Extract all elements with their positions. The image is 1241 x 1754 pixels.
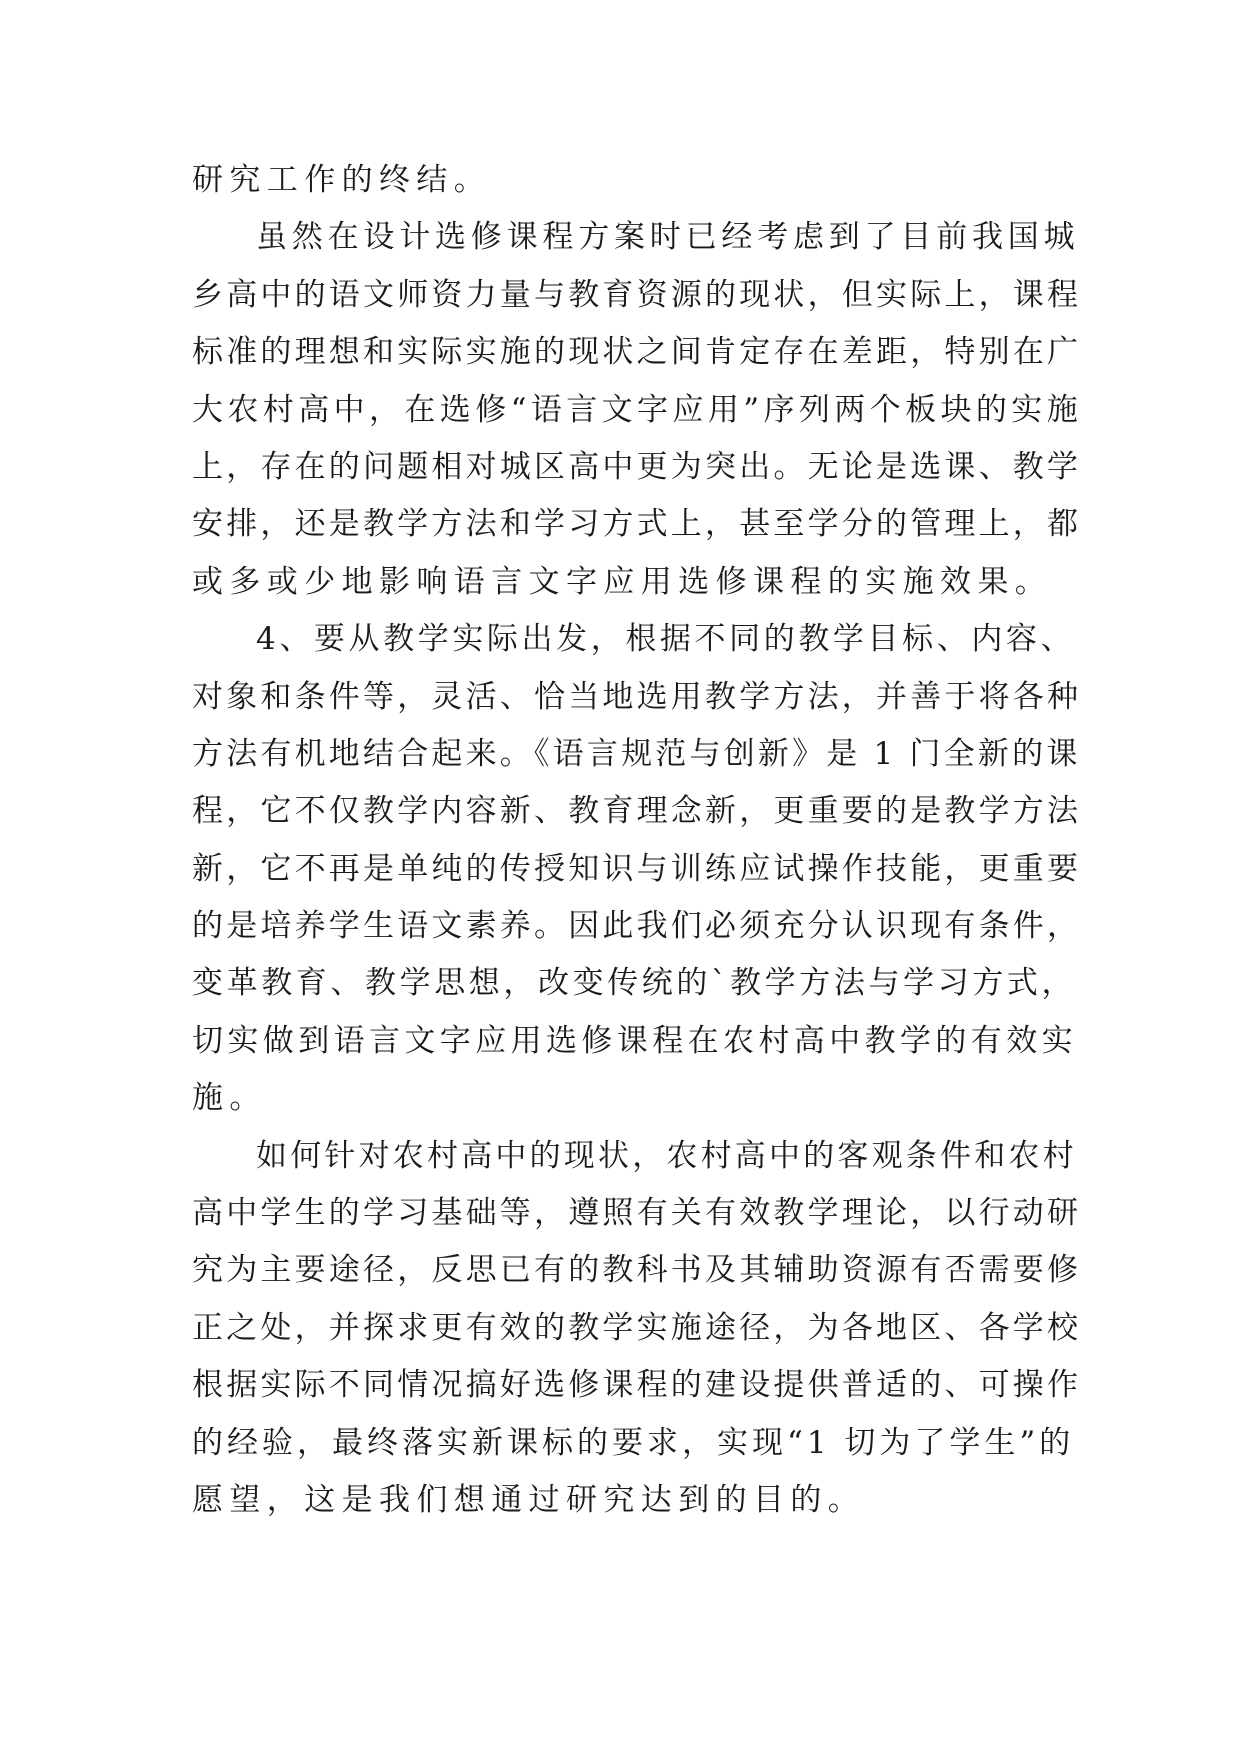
text-line: 方法有机地结合起来。《语言规范与创新》是 1 门全新的课 — [192, 735, 1081, 772]
paragraph-start-line: 虽然在设计选修课程方案时已经考虑到了目前我国城 — [256, 219, 1080, 256]
document-body — [192, 152, 1083, 1529]
text-line: 或多或少地影响语言文字应用选修课程的实施效果。 — [192, 563, 1053, 600]
text-line: 变革教育、教学思想，改变传统的`教学方法与学习方式， — [192, 965, 1077, 1002]
text-line: 乡高中的语文师资力量与教育资源的现状，但实际上，课程 — [192, 276, 1082, 313]
text-line: 根据实际不同情况搞好选修课程的建设提供普适的、可操作 — [192, 1367, 1082, 1404]
text-line: 上，存在的问题相对城区高中更为突出。无论是选课、教学 — [192, 448, 1082, 485]
text-line: 施。 — [192, 1080, 267, 1117]
text-line: 程，它不仅教学内容新、教育理念新，更重要的是教学方法 — [192, 793, 1082, 830]
text-line: 研究工作的终结。 — [192, 162, 492, 198]
text-line: 大农村高中，在选修“语言文字应用”序列两个板块的实施 — [192, 391, 1083, 428]
paragraph-start-line: 4、要从教学实际出发，根据不同的教学目标、内容、 — [256, 621, 1076, 658]
text-line: 正之处，并探求更有效的教学实施途径，为各地区、各学校 — [192, 1309, 1082, 1346]
text-line: 高中学生的学习基础等，遵照有关有效教学理论，以行动研 — [192, 1195, 1082, 1232]
text-line: 的经验，最终落实新课标的要求，实现“1 切为了学生”的 — [192, 1424, 1075, 1461]
text-line: 安排，还是教学方法和学习方式上，甚至学分的管理上，都 — [192, 506, 1082, 543]
text-line: 究为主要途径，反思已有的教科书及其辅助资源有否需要修 — [192, 1252, 1082, 1289]
text-line: 对象和条件等，灵活、恰当地选用教学方法，并善于将各种 — [192, 678, 1082, 715]
text-line: 新，它不再是单纯的传授知识与训练应试操作技能，更重要 — [192, 850, 1082, 887]
text-line: 切实做到语言文字应用选修课程在农村高中教学的有效实 — [192, 1022, 1077, 1059]
paragraph-start-line: 如何针对农村高中的现状，农村高中的客观条件和农村 — [256, 1137, 1077, 1174]
text-line: 愿望，这是我们想通过研究达到的目的。 — [192, 1481, 866, 1518]
text-line: 的是培养学生语文素养。因此我们必须充分认识现有条件， — [192, 908, 1082, 945]
text-line: 标准的理想和实际实施的现状之间肯定存在差距，特别在广 — [192, 334, 1082, 371]
